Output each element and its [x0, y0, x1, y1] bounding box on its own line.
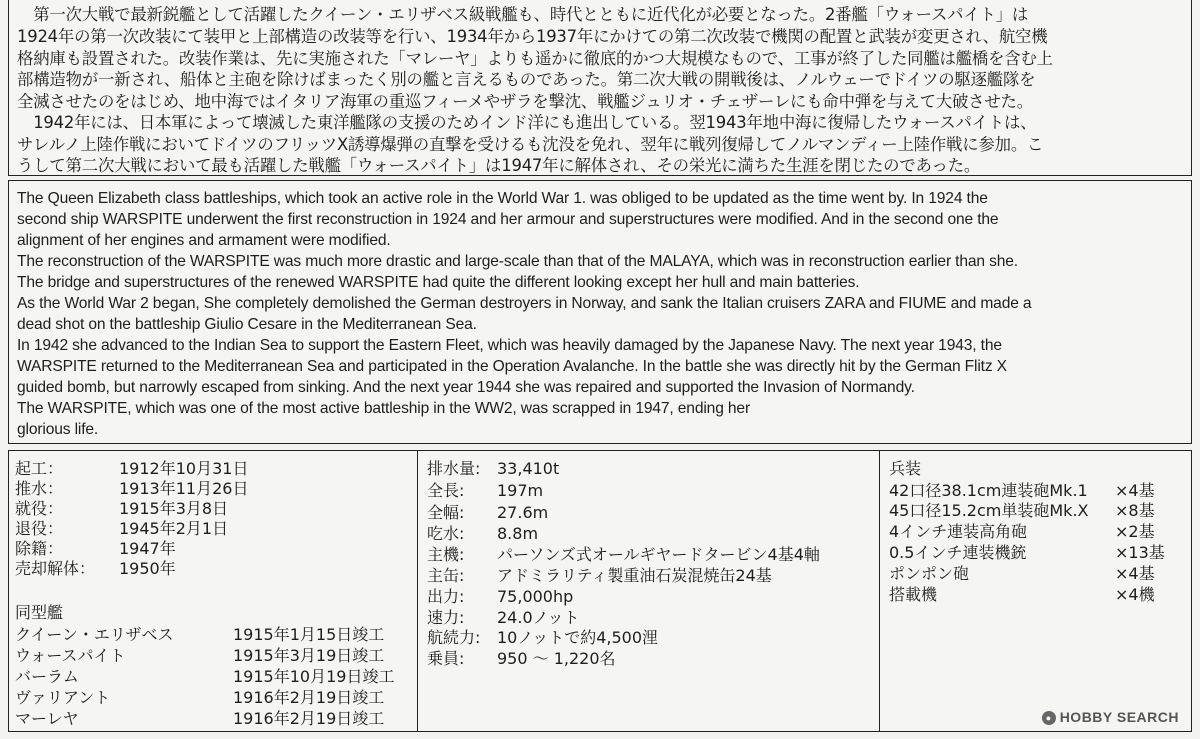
spec-value: 197m [497, 481, 544, 500]
en-line: The bridge and superstructures of the renewed WARSPITE had quite the different looking except her hull and main batteries. [17, 274, 860, 291]
date-label: 推水： [15, 479, 64, 498]
jp-line: うして第二次大戦において最も活躍した戦艦「ウォースパイト」は1947年に解体され、その栄光に満ちた生涯を閉じたのであった。 [17, 156, 981, 175]
armament-name: 0.5インチ連装機銃 [889, 543, 1027, 562]
armament-count: ×8基 [1115, 501, 1155, 520]
armament-count: ×4基 [1115, 481, 1155, 500]
date-label: 退役： [15, 519, 64, 538]
spec-value: パーソンズ式オールギヤードタービン4基4軸 [497, 545, 820, 564]
en-line: glorious life. [17, 421, 99, 438]
spec-label: 排水量: [427, 459, 481, 478]
specifications-box [8, 450, 1192, 732]
sister-ships-heading: 同型艦 [15, 603, 64, 622]
en-line: In 1942 she advanced to the Indian Sea to support the Eastern Fleet, which was heavily damaged by the Japanese Navy. The next year 1943, the [17, 337, 1002, 354]
watermark-text: HOBBY SEARCH [1059, 709, 1179, 725]
en-line: second ship WARSPITE underwent the first reconstruction in 1924 and her armour and superstructures were modified. And in the second one the [17, 211, 999, 228]
date-label: 除籍： [15, 539, 64, 558]
sister-ship-name: ヴァリアント [15, 688, 111, 707]
armament-name: 4インチ連装高角砲 [889, 522, 1028, 541]
sister-ship-date: 1915年1月15日竣工 [233, 625, 385, 644]
spec-value: 24.0ノット [497, 608, 580, 627]
date-value: 1915年3月8日 [119, 499, 229, 518]
sister-ship-name: バーラム [15, 667, 79, 686]
en-line: alignment of her engines and armament were modified. [17, 232, 391, 249]
sister-ship-name: ウォースパイト [15, 646, 126, 665]
spec-value: 33,410t [497, 459, 560, 478]
spec-label: 出力: [427, 587, 465, 606]
date-label: 売却解体： [15, 559, 96, 578]
date-value: 1947年 [119, 539, 176, 558]
sister-ship-name: クイーン・エリザベス [15, 625, 174, 644]
logo-icon: ● [1042, 711, 1056, 725]
date-label: 就役： [15, 499, 64, 518]
column-divider [417, 451, 418, 731]
jp-line: 1942年には、日本軍によって壊滅した東洋艦隊の支援のためインド洋にも進出している。翌1943年地中海に復帰したウォースパイトは、 [17, 113, 1037, 132]
date-label: 起工： [15, 459, 64, 478]
spec-label: 吃水: [427, 524, 465, 543]
armament-name: 42口径38.1cm連装砲Mk.1 [889, 481, 1088, 500]
en-line: As the World War 2 began, She completely demolished the German destroyers in Norway, and sank the Italian cruisers ZARA and FIUME and made a [17, 295, 1032, 312]
armament-name: 搭載機 [889, 585, 938, 604]
armament-heading: 兵装 [889, 459, 922, 478]
armament-count: ×4機 [1115, 585, 1155, 604]
spec-value: 10ノットで約4,500浬 [497, 628, 659, 647]
en-line: dead shot on the battleship Giulio Cesare in the Mediterranean Sea. [17, 316, 477, 333]
armament-name: 45口径15.2cm単装砲Mk.X [889, 501, 1089, 520]
sister-ship-date: 1916年2月19日竣工 [233, 688, 385, 707]
spec-label: 速力: [427, 608, 465, 627]
date-value: 1945年2月1日 [119, 519, 229, 538]
sister-ship-date: 1916年2月19日竣工 [233, 709, 385, 728]
armament-count: ×4基 [1115, 564, 1155, 583]
date-value: 1950年 [119, 559, 176, 578]
en-line: The reconstruction of the WARSPITE was much more drastic and large-scale than that of the MALAYA, which was in reconstruction earlier than she. [17, 253, 1018, 270]
spec-value: 27.6m [497, 503, 549, 522]
sister-ship-date: 1915年3月19日竣工 [233, 646, 385, 665]
spec-value: 950 ～ 1,220名 [497, 649, 616, 668]
en-line: WARSPITE returned to the Mediterranean Sea and participated in the Operation Avalanche. In the battle she was directly hit by the German Flitz X [17, 358, 1007, 375]
spec-value: 75,000hp [497, 587, 574, 606]
jp-line: 全滅させたのをはじめ、地中海ではイタリア海軍の重巡フィーメやザラを撃沈、戦艦ジュリオ・チェザーレにも命中弾を与えて大破させた。 [17, 92, 1033, 111]
spec-value: アドミラリティ製重油石炭混焼缶24基 [497, 566, 772, 585]
spec-value: 8.8m [497, 524, 539, 543]
date-value: 1913年11月26日 [119, 479, 249, 498]
jp-line: 1924年の第一次改装にて装甲と上部構造の改装等を行い、1934年から1937年にかけての第二次改装で機関の配置と武装が変更され、航空機 [17, 27, 1048, 46]
en-line: guided bomb, but narrowly escaped from sinking. And the next year 1944 she was repaired and supported the Invasion of Normandy. [17, 379, 915, 396]
watermark-logo [1042, 709, 1179, 725]
spec-label: 全幅: [427, 503, 465, 522]
armament-count: ×13基 [1115, 543, 1165, 562]
jp-line: 格納庫も設置された。改装作業は、先に実施された「マレーヤ」よりも遥かに徹底的かつ大規模なもので、工事が終了した同艦は艦橋を含む上 [17, 49, 1053, 68]
spec-label: 乗員: [427, 649, 465, 668]
en-line: The Queen Elizabeth class battleships, which took an active role in the World War 1. was obliged to be updated as the time went by. In 1924 the [17, 190, 988, 207]
spec-label: 主機: [427, 545, 465, 564]
english-history-box [8, 180, 1192, 444]
en-line: The WARSPITE, which was one of the most active battleship in the WW2, was scrapped in 1947, ending her [17, 400, 750, 417]
spec-label: 航続力: [427, 628, 481, 647]
sister-ship-name: マーレヤ [15, 709, 79, 728]
column-divider [879, 451, 880, 731]
armament-name: ポンポン砲 [889, 564, 970, 583]
jp-line: サレルノ上陸作戦においてドイツのフリッツX誘導爆弾の直撃を受けるも沈没を免れ、翌年に戦列復帰してノルマンディー上陸作戦に参加。こ [17, 135, 1044, 154]
date-value: 1912年10月31日 [119, 459, 249, 478]
jp-line: 部構造物が一新され、船体と主砲を除けばまったく別の艦と言えるものであった。第二次大戦の開戦後は、ノルウェーでドイツの駆逐艦隊を [17, 70, 1036, 89]
armament-count: ×2基 [1115, 522, 1155, 541]
spec-label: 主缶: [427, 566, 465, 585]
spec-label: 全長: [427, 481, 465, 500]
japanese-history-box [8, 0, 1192, 176]
sister-ship-date: 1915年10月19日竣工 [233, 667, 395, 686]
jp-line: 第一次大戦で最新鋭艦として活躍したクイーン・エリザベス級戦艦も、時代とともに近代化が必要となった。2番艦「ウォースパイト」は [17, 5, 1029, 24]
